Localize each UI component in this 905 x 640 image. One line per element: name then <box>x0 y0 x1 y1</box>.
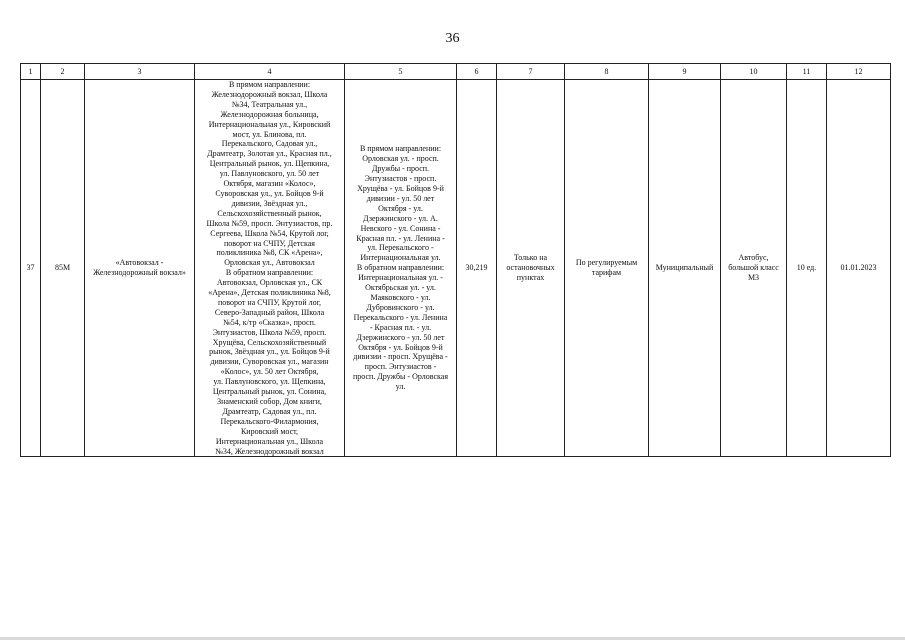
table-row <box>21 80 891 457</box>
column-header-1: 1 <box>21 64 41 80</box>
column-header-2: 2 <box>41 64 85 80</box>
column-header-5: 5 <box>345 64 457 80</box>
operator-type: Муниципальный <box>655 263 714 273</box>
column-header-7: 7 <box>497 64 565 80</box>
column-header-9: 9 <box>649 64 721 80</box>
route-length: 30,219 <box>465 263 488 273</box>
column-header-11: 11 <box>787 64 827 80</box>
route-name-cell <box>85 80 195 457</box>
column-header-4: 4 <box>195 64 345 80</box>
column-header-10: 10 <box>721 64 787 80</box>
tariff-type: По регулируемым тарифам <box>575 258 638 278</box>
boarding-order: Только на остановочных пунктах <box>506 253 555 283</box>
vehicle-count-cell <box>787 80 827 457</box>
column-header-6: 6 <box>457 64 497 80</box>
vehicle-count: 10 ед. <box>796 263 817 273</box>
tariff-cell <box>565 80 649 457</box>
stops-list: В прямом направлении: Железнодорожный вокзал, Школа №34, Театральная ул., Железнодорожная больница, Интернациональная ул., Кировский мост, ул. Блинова, пл. Перекальского, Садовая ул., Драмтеатр, Золотая ул., Красная пл., Центральный рынок, ул. Щепкина, ул. Павлуновского, ул. 50 лет Октября, магазин «Колос», Суворовская ул., ул. Бойцов 9-й дивизии, Звёздная ул., Сельскохозяйственный рынок, Школа №59, просп. Энтузиастов, пр. Сергеева, Школа №54, Крутой лог, поворот на СЧПУ, Детская поликлиника №8, СК «Арена», Орловская ул., Автовокзал В обратном направлении: Автовокзал, Орловская ул., СК «Арена», Детская поликлиника №8, поворот на СЧПУ, Крутой лог, Северо-Западный район, Школа №54, к/тр «Сказка», просп. Энтузиастов, Школа №59, просп. Хрущёва, Сельскохозяйственный рынок, Звёздная ул., ул. Бойцов 9-й дивизии, Суворовская ул., магазин «Колос», ул. 50 лет Октября, ул. Павлуновского, ул. Щепкина, Центральный рынок, ул. Сонина, Знаменский собор, Дом книги, Драмтеатр, Садовая ул., пл. Перекальского-Филармония, Кировский мост, Интернациональная ул., Школа №34, Железнодорожный вокзал <box>206 80 333 456</box>
streets-list: В прямом направлении: Орловская ул. - просп. Дружбы - просп. Энтузиастов - просп. Хрущёва - ул. Бойцов 9-й дивизии - ул. 50 лет Октября - ул. Дзержинского - ул. А. Невского - ул. Сонина - Красная пл. - ул. Ленина - ул. Перекальского - Интернациональная ул. В обратном направлении: Интернациональная ул. - Октябрьская ул. - ул. Маяковского - ул. Дубровинского - ул. Перекальского - ул. Ленина - Красная пл. - ул. Дзержинского - ул. 50 лет Октября - ул. Бойцов 9-й дивизии - просп. Хрущёва - просп. Энтузиастов - просп. Дружбы - Орловская ул. <box>352 144 449 392</box>
operator-type-cell <box>649 80 721 457</box>
streets-cell <box>345 80 457 457</box>
route-table <box>20 63 891 457</box>
route-number: 85М <box>54 263 71 273</box>
route-name: «Автовокзал - Железнодорожный вокзал» <box>93 258 186 278</box>
start-date-cell <box>827 80 891 457</box>
route-index-cell <box>21 80 41 457</box>
column-header-12: 12 <box>827 64 891 80</box>
column-header-3: 3 <box>85 64 195 80</box>
start-date: 01.01.2023 <box>840 263 877 273</box>
page-number: 36 <box>445 31 460 46</box>
stops-cell <box>195 80 345 457</box>
vehicle-class-cell <box>721 80 787 457</box>
length-cell <box>457 80 497 457</box>
boarding-cell <box>497 80 565 457</box>
route-index: 37 <box>26 263 35 273</box>
route-number-cell <box>41 80 85 457</box>
column-header-8: 8 <box>565 64 649 80</box>
vehicle-class: Автобус, большой класс М3 <box>728 253 779 283</box>
header-row <box>21 64 891 80</box>
